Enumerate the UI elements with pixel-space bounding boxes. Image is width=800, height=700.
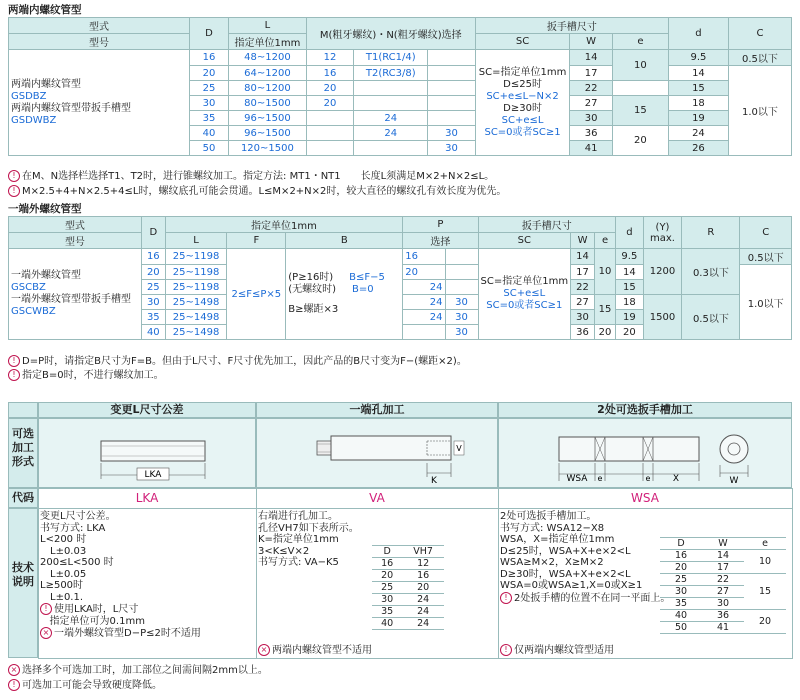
h2-P: P	[403, 217, 478, 233]
D2-5: 40	[141, 325, 165, 340]
F-range: 2≤F≤P×5	[227, 249, 286, 340]
D2-1: 20	[141, 265, 165, 280]
M1-3: 20	[306, 96, 353, 111]
wsa-label: WSA	[566, 474, 588, 484]
d-2: 15	[668, 81, 728, 96]
h-M: M(粗牙螺纹)・N(粗牙螺纹)选择	[306, 18, 475, 50]
L-6: 120~1500	[229, 141, 307, 156]
sec1-note-2: ! M×2.5+4+N×2.5+4≤L时，螺纹底孔可能会贯通。L≤M×2+N×2时，较大直径的螺纹孔有效长度为优先。	[8, 182, 506, 197]
W-4: 30	[570, 111, 613, 126]
M2-4: 24	[354, 111, 428, 126]
col-title-va: 一端孔加工	[256, 402, 498, 418]
M3-6: 30	[428, 141, 475, 156]
P3-5: 30	[445, 325, 478, 340]
footer-note-2: ! 可选加工可能会导致硬度降低。	[8, 676, 162, 691]
W2-1: 17	[571, 265, 595, 280]
lka-label: LKA	[144, 470, 162, 480]
L2-1: 25~1198	[165, 265, 227, 280]
h2-W: W	[571, 233, 595, 249]
h-e: e	[612, 34, 668, 50]
P2-0	[445, 249, 478, 265]
wsa-e1-label: e	[597, 474, 603, 483]
d2-4: 19	[616, 310, 644, 325]
h2-C: C	[740, 217, 792, 249]
D-3: 30	[189, 96, 228, 111]
L-1: 64~1200	[229, 66, 307, 81]
h2-type: 型式	[9, 217, 142, 233]
P1-1: 20	[403, 265, 445, 280]
e2-2: 20	[594, 325, 615, 340]
M2-5: 24	[354, 126, 428, 141]
D-16: 16	[189, 50, 228, 66]
B-cell: (P≥16时) B≤F−5 (无螺纹时) B=0 B≥螺距×3	[286, 249, 403, 340]
h-C: C	[728, 18, 791, 50]
prohibit-icon: ×	[40, 627, 52, 639]
L2-2: 25~1198	[165, 280, 227, 295]
row-label-code: 代码	[8, 488, 38, 508]
d2-3: 18	[616, 295, 644, 310]
h2-D: D	[141, 217, 165, 249]
table-sec1	[8, 17, 792, 156]
d2-2: 15	[616, 280, 644, 295]
desc-va: 右端进行孔加工。 孔径VH7如下表所示。 K=指定单位1mm 3<K≤V×2 书写方式: VA−K5	[258, 511, 359, 568]
h2-B: B	[286, 233, 403, 249]
W2-4: 30	[571, 310, 595, 325]
P1-0: 16	[403, 249, 445, 265]
row-label-options: 可选加工形式	[8, 418, 38, 488]
L-2: 80~1200	[229, 81, 307, 96]
Y-1: 1500	[643, 295, 682, 340]
h2-P-sub: 选择	[403, 233, 478, 249]
C2-0: 0.5以下	[740, 249, 792, 265]
h2-SC: SC	[478, 233, 571, 249]
warning-circle-icon: !	[500, 644, 512, 656]
sc-cell: SC=指定单位1mm D≤25时 SC+e≤L−N×2 D≥30时 SC+e≤L SC=0或者SC≥1	[475, 50, 570, 156]
type2-cell: 一端外螺纹管型 GSCBZ 一端外螺纹管型带扳手槽型 GSCWBZ	[9, 249, 142, 340]
W-3: 27	[570, 96, 613, 111]
corner-cell	[8, 402, 38, 418]
sc2-cell: SC=指定单位1mm SC+e≤L SC=0或者SC≥1	[478, 249, 571, 340]
h2-Y: (Y) max.	[643, 217, 682, 249]
col-title-wsa: 2处可选扳手槽加工	[498, 402, 792, 418]
h-type: 型式	[9, 18, 190, 34]
P2-4: 24	[403, 310, 445, 325]
prohibit-icon: ×	[258, 644, 270, 656]
d-6: 26	[668, 141, 728, 156]
d-5: 24	[668, 126, 728, 141]
h2-R: R	[682, 217, 740, 249]
h-wrench: 扳手槽尺寸	[475, 18, 668, 34]
C-0: 0.5以下	[728, 50, 791, 66]
d-3: 18	[668, 96, 728, 111]
W2-0: 14	[571, 249, 595, 265]
D-4: 35	[189, 111, 228, 126]
R-0: 0.3以下	[682, 249, 740, 295]
W-1: 17	[570, 66, 613, 81]
h-L-sub: 指定单位1mm	[229, 34, 307, 50]
D-1: 20	[189, 66, 228, 81]
L2-3: 25~1498	[165, 295, 227, 310]
va-K-label: K	[431, 476, 437, 486]
h-d: d	[668, 18, 728, 50]
h-model: 型号	[9, 34, 190, 50]
L2-4: 25~1498	[165, 310, 227, 325]
W2-5: 36	[571, 325, 595, 340]
table-sec2	[8, 216, 792, 340]
d2-0: 9.5	[616, 249, 644, 265]
C-1: 1.0以下	[728, 66, 791, 156]
L-5: 96~1500	[229, 126, 307, 141]
code-wsa: WSA	[631, 491, 659, 505]
D2-2: 25	[141, 280, 165, 295]
W2-2: 22	[571, 280, 595, 295]
footer-note-1: × 选择多个可选加工时，加工部位之间需间隔2mm以上。	[8, 661, 268, 676]
h-D: D	[189, 18, 228, 50]
L-3: 80~1500	[229, 96, 307, 111]
L2-0: 25~1198	[165, 249, 227, 265]
h2-model: 型号	[9, 233, 142, 249]
W-6: 41	[570, 141, 613, 156]
sec1-note-1: ! 在M、N选择栏选择T1、T2时，进行锥螺纹加工。指定方法: MT1・NT1 长度L须满足M×2+N×2≤L。	[8, 167, 494, 182]
C2-1: 1.0以下	[740, 265, 792, 340]
code-lka: LKA	[135, 491, 159, 505]
W-2: 22	[570, 81, 613, 96]
section1-title: 两端内螺纹管型	[8, 4, 82, 16]
wsa-W-label: W	[729, 476, 739, 486]
warning-circle-icon: !	[8, 369, 20, 381]
diagram-va	[256, 418, 498, 488]
va-note: × 两端内螺纹管型不适用	[258, 644, 372, 657]
e2-0: 10	[594, 249, 615, 295]
warning-circle-icon: !	[8, 355, 20, 367]
h-SC: SC	[475, 34, 570, 50]
M2-0: T1(RC1/4)	[354, 50, 428, 66]
M2-1: T2(RC3/8)	[354, 66, 428, 81]
P3-4: 30	[445, 310, 478, 325]
d-4: 19	[668, 111, 728, 126]
D2-3: 30	[141, 295, 165, 310]
h-W: W	[570, 34, 613, 50]
e-2: 20	[612, 126, 668, 156]
warning-circle-icon: !	[8, 679, 20, 691]
d2-5: 20	[616, 325, 644, 340]
d2-1: 14	[616, 265, 644, 280]
sec2-note-1: ! D=P时，请指定B尺寸为F=B。但由于L尺寸、F尺寸优先加工，因此产品的B尺寸变为F−(螺距×2)。	[8, 352, 467, 367]
desc-lka: 变更L尺寸公差。 书写方式: LKA L<200 时 L±0.03 200≤L<500 时 L±0.05 L≥500时 L±0.1. ! 使用LKA时，L尺寸 指定单位可为0.1mm × 一端外螺纹管型D−P≤2时不适用	[40, 511, 201, 639]
sec2-note-2: ! 指定B=0时，不进行螺纹加工。	[8, 366, 164, 381]
M1-1: 16	[306, 66, 353, 81]
h2-L: L	[165, 233, 227, 249]
warning-circle-icon: !	[8, 170, 20, 182]
prohibit-icon: ×	[8, 664, 20, 676]
L2-5: 25~1498	[165, 325, 227, 340]
h-L: L	[229, 18, 307, 34]
M3-0	[428, 50, 475, 66]
D-6: 50	[189, 141, 228, 156]
M3-5: 30	[428, 126, 475, 141]
P2-2: 24	[403, 280, 445, 295]
desc-wsa: 2处可选扳手槽加工。 书写方式: WSA12−X8 WSA，X=指定单位1mm D≤25时，WSA+X+e×2<L WSA≥M×2，X≥M×2 D≥30时，WSA+X+e×2<L WSA=0或WSA≥1,X=0或X≥1 ! 2处扳手槽的位置不在同一平面上。	[500, 511, 671, 604]
warning-circle-icon: !	[8, 185, 20, 197]
D-2: 25	[189, 81, 228, 96]
d-1: 14	[668, 66, 728, 81]
warning-circle-icon: !	[40, 603, 52, 615]
wsa-e2-label: e	[645, 474, 651, 483]
row-label-tech: 技术说明	[8, 508, 38, 658]
h2-wrench: 扳手槽尺寸	[478, 217, 616, 233]
va-table: D VH7 16 12 20 16 25 20 30 24 35 24 40 24	[372, 545, 444, 630]
wsa-note: ! 仅两端内螺纹管型适用	[500, 644, 614, 657]
D2-0: 16	[141, 249, 165, 265]
W-0: 14	[570, 50, 613, 66]
col-title-lka: 变更L尺寸公差	[38, 402, 256, 418]
lka-diagram-svg	[39, 419, 255, 487]
h2-d: d	[616, 217, 644, 249]
W2-3: 27	[571, 295, 595, 310]
d-0: 9.5	[668, 50, 728, 66]
P2-3: 24	[403, 295, 445, 310]
h2-spec: 指定单位1mm	[165, 217, 403, 233]
R-1: 0.5以下	[682, 295, 740, 340]
section2-title: 一端外螺纹管型	[8, 203, 82, 215]
D2-4: 35	[141, 310, 165, 325]
warning-circle-icon: !	[500, 592, 512, 604]
Y-0: 1200	[643, 249, 682, 295]
type-cell: 两端内螺纹管型 GSDBZ 两端内螺纹管型带扳手槽型 GSDWBZ	[9, 50, 190, 156]
L-4: 96~1500	[229, 111, 307, 126]
D-5: 40	[189, 126, 228, 141]
diagram-wsa	[498, 418, 792, 488]
diagram-lka	[38, 418, 256, 488]
va-V-label: V	[456, 444, 462, 453]
h2-F: F	[227, 233, 286, 249]
wsa-diagram-svg	[499, 419, 791, 487]
wsa-table: D W e 16 14 10 20 17 25 22 15 30 27 35 30 40 36 20 50 41	[660, 537, 786, 634]
h2-e: e	[594, 233, 615, 249]
W-5: 36	[570, 126, 613, 141]
wsa-X-label: X	[672, 474, 680, 484]
e2-1: 15	[594, 295, 615, 325]
M1-0: 12	[306, 50, 353, 66]
e-1: 15	[612, 96, 668, 126]
L-0: 48~1200	[229, 50, 307, 66]
M1-2: 20	[306, 81, 353, 96]
e-0: 10	[612, 50, 668, 81]
P3-3: 30	[445, 295, 478, 310]
va-diagram-svg	[257, 419, 497, 487]
code-va: VA	[369, 491, 385, 505]
